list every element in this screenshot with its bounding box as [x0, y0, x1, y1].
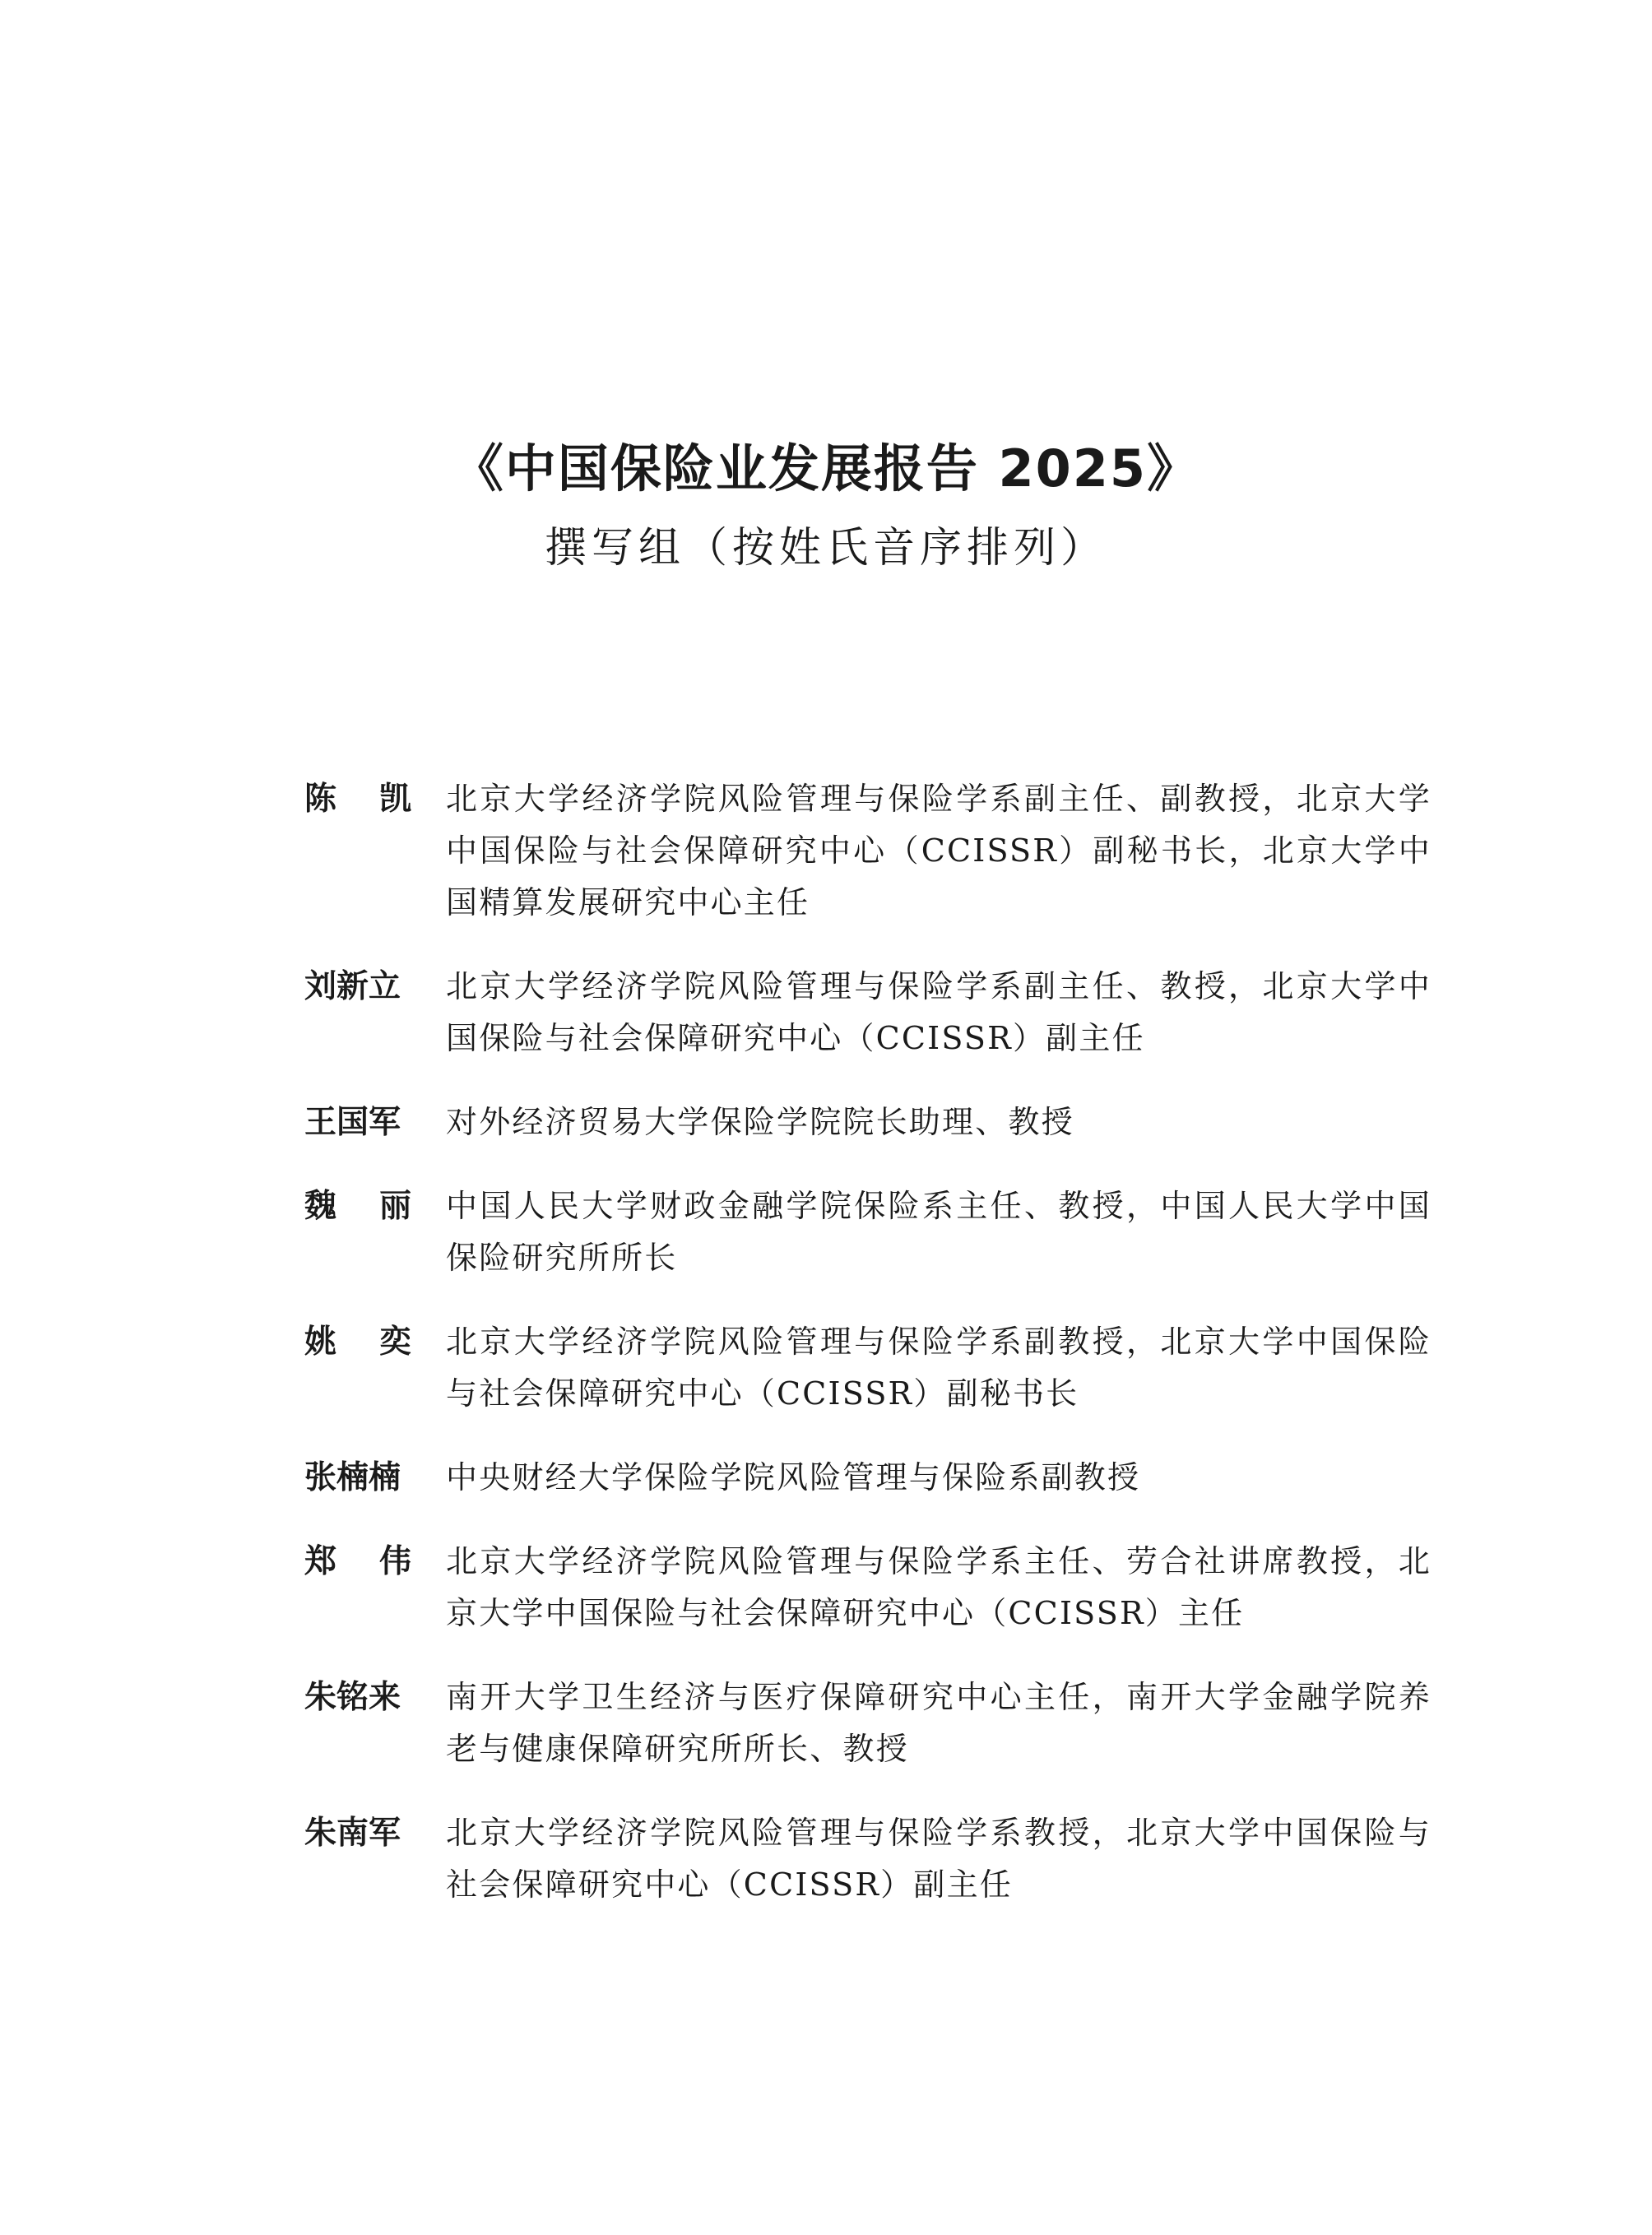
- member-name: [304, 1097, 411, 1148]
- member-description: 北京大学经济学院风险管理与保险学系副教授，北京大学中国保险与社会保障研究中心（CCISSR）副秘书长: [446, 1324, 1432, 1412]
- member-description: 对外经济贸易大学保险学院院长助理、教授: [446, 1104, 1074, 1140]
- member-description: 北京大学经济学院风险管理与保险学系主任、劳合社讲席教授，北京大学中国保险与社会保障研究中心（CCISSR）主任: [446, 1543, 1432, 1631]
- member-name: [304, 1807, 411, 1859]
- member-description: 北京大学经济学院风险管理与保险学系教授，北京大学中国保险与社会保障研究中心（CCISSR）副主任: [446, 1815, 1432, 1903]
- member-name: [304, 773, 411, 825]
- member-description: 中国人民大学财政金融学院保险系主任、教授，中国人民大学中国保险研究所所长: [446, 1188, 1432, 1276]
- member-name-char: 朱南军: [304, 1815, 401, 1852]
- member-name: [304, 1452, 411, 1504]
- member-name-char: 丽: [378, 1188, 411, 1225]
- list-item: [304, 1452, 1432, 1504]
- list-item: [304, 1536, 1432, 1639]
- member-name-char: 奕: [378, 1324, 411, 1361]
- list-item: [304, 961, 1432, 1064]
- member-name-char: 郑: [304, 1543, 337, 1580]
- member-name: [304, 1672, 411, 1723]
- page-title: 《中国保险业发展报告 2025》: [452, 438, 1200, 498]
- member-name-char: 伟: [378, 1543, 411, 1580]
- member-name-char: 朱铭来: [304, 1679, 401, 1716]
- page-subtitle: 撰写组（按姓氏音序排列）: [544, 524, 1107, 573]
- member-name-char: 陈: [304, 781, 337, 818]
- member-name-char: 王国军: [304, 1104, 401, 1141]
- member-list: [304, 773, 1432, 1943]
- member-name-char: 魏: [304, 1188, 337, 1225]
- member-description: 北京大学经济学院风险管理与保险学系副主任、教授，北京大学中国保险与社会保障研究中心（CCISSR）副主任: [446, 968, 1432, 1056]
- member-name: [304, 1180, 411, 1232]
- member-name-char: 姚: [304, 1324, 337, 1361]
- member-description: 北京大学经济学院风险管理与保险学系副主任、副教授，北京大学中国保险与社会保障研究中心（CCISSR）副秘书长，北京大学中国精算发展研究中心主任: [446, 781, 1432, 920]
- member-description: 中央财经大学保险学院风险管理与保险系副教授: [446, 1459, 1141, 1495]
- member-name: [304, 1536, 411, 1588]
- list-item: [304, 773, 1432, 929]
- list-item: [304, 1097, 1432, 1148]
- member-name: [304, 961, 411, 1013]
- member-name-char: 凯: [378, 781, 411, 818]
- list-item: [304, 1672, 1432, 1775]
- member-name-char: 张楠楠: [304, 1459, 401, 1496]
- member-name-char: 刘新立: [304, 968, 401, 1005]
- list-item: [304, 1807, 1432, 1911]
- member-name: [304, 1316, 411, 1368]
- list-item: [304, 1316, 1432, 1420]
- member-description: 南开大学卫生经济与医疗保障研究中心主任，南开大学金融学院养老与健康保障研究所所长、教授: [446, 1679, 1432, 1767]
- list-item: [304, 1180, 1432, 1284]
